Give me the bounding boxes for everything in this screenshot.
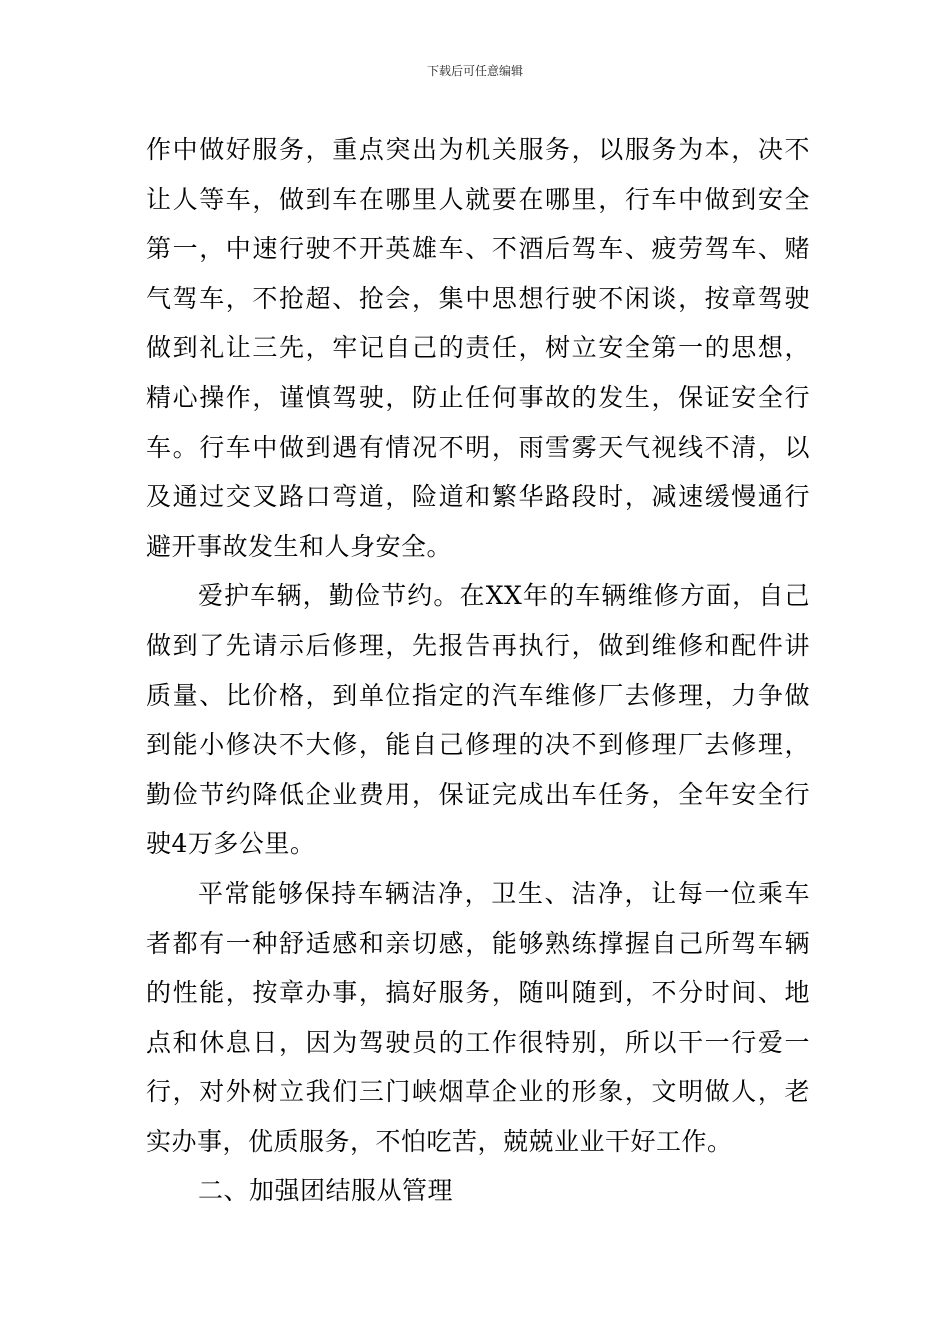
section-heading: 二、加强团结服从管理 (198, 1176, 454, 1206)
text-line: 作中做好服务，重点突出为机关服务，以服务为本，决不 (146, 135, 810, 164)
paragraph-first-line: 爱护车辆，勤俭节约。在XX年的车辆维修方面，自己 (198, 581, 810, 611)
text-line: 及通过交叉路口弯道，险道和繁华路段时，减速缓慢通行 (146, 482, 810, 512)
text-line: 做到礼让三先，牢记自己的责任，树立安全第一的思想， (146, 333, 810, 363)
paragraph-first-line: 平常能够保持车辆洁净，卫生、洁净，让每一位乘车 (198, 878, 810, 908)
document-body (146, 125, 810, 1216)
text-line: 让人等车，做到车在哪里人就要在哪里，行车中做到安全 (146, 184, 810, 214)
text-line: 避开事故发生和人身安全。 (146, 531, 453, 561)
text-line: 点和休息日，因为驾驶员的工作很特别，所以干一行爱一 (146, 1027, 810, 1057)
text-line: 的性能，按章办事，搞好服务，随叫随到，不分时间、地 (146, 978, 810, 1008)
text-line: 气驾车，不抢超、抢会，集中思想行驶不闲谈，按章驾驶 (146, 283, 810, 313)
text-line: 车。行车中做到遇有情况不明，雨雪雾天气视线不清，以 (146, 432, 810, 462)
text-line: 做到了先请示后修理，先报告再执行，做到维修和配件讲 (146, 630, 810, 660)
text-line: 质量、比价格，到单位指定的汽车维修厂去修理，力争做 (146, 680, 810, 710)
text-line: 实办事，优质服务，不怕吃苦，兢兢业业干好工作。 (146, 1126, 733, 1156)
text-line: 者都有一种舒适感和亲切感，能够熟练撑握自己所驾车辆 (146, 928, 810, 958)
text-line: 到能小修决不大修，能自己修理的决不到修理厂去修理， (146, 730, 810, 760)
text-line: 精心操作，谨慎驾驶，防止任何事故的发生，保证安全行 (146, 382, 810, 412)
text-line: 勤俭节约降低企业费用，保证完成出车任务，全年安全行 (146, 779, 810, 809)
page-header-note: 下载后可任意编辑 (426, 64, 523, 78)
text-line: 驶4万多公里。 (146, 829, 316, 859)
text-line: 第一，中速行驶不开英雄车、不酒后驾车、疲劳驾车、赌 (146, 234, 810, 264)
text-line: 行，对外树立我们三门峡烟草企业的形象，文明做人，老 (146, 1077, 810, 1107)
